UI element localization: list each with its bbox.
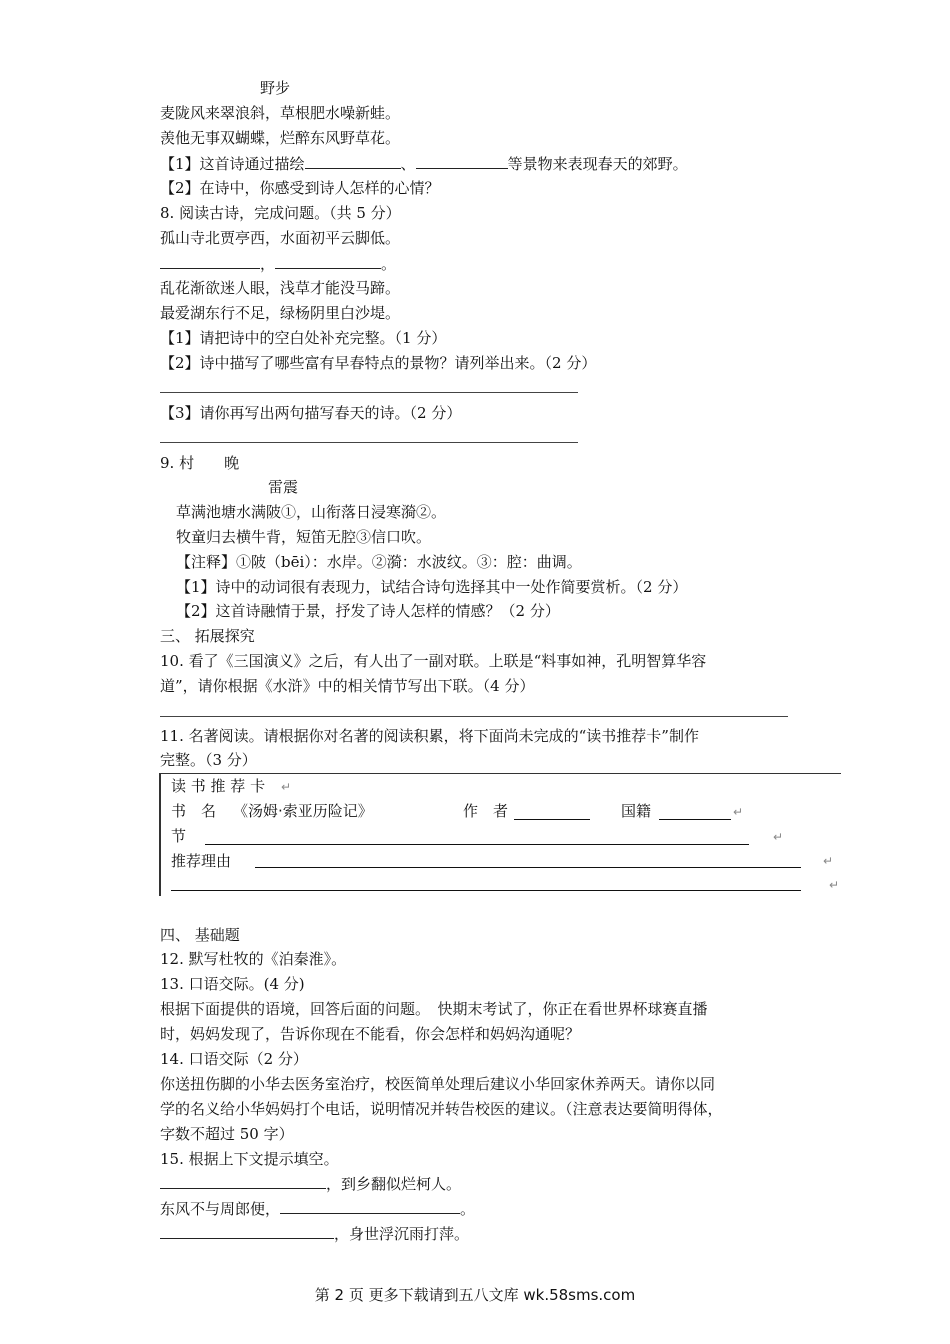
question-14: 字数不超过 50 字） xyxy=(160,1125,294,1143)
poem-fragment: ，身世浮沉雨打萍。 xyxy=(334,1225,470,1243)
poem-fragment: ，到乡翻似烂柯人。 xyxy=(326,1175,462,1193)
card-title: 读 书 推 荐 卡 xyxy=(171,777,266,795)
return-mark: ↵ xyxy=(733,805,744,819)
annotation: 【注释】①陂（bēi）：水岸。②漪：水波纹。③：腔：曲调。 xyxy=(176,553,582,571)
poem-line: 牧童归去横牛背，短笛无腔③信口吹。 xyxy=(176,528,432,546)
question-10: 道”，请你根据《水浒》中的相关情节写出下联。（4 分） xyxy=(160,677,535,695)
return-mark: ↵ xyxy=(281,780,292,794)
question-9-heading: 9. 村 晚 xyxy=(160,454,240,472)
question-9-1: 【1】诗中的动词很有表现力，试结合诗句选择其中一处作简要赏析。（2 分） xyxy=(176,578,688,596)
answer-line[interactable] xyxy=(160,716,788,717)
question-14-heading: 14. 口语交际（2 分） xyxy=(160,1050,308,1068)
question-text: 【1】这首诗通过描绘 xyxy=(160,155,305,173)
question-12: 12. 默写杜牧的《泊秦淮》。 xyxy=(160,950,347,968)
question-15-heading: 15. 根据上下文提示填空。 xyxy=(160,1150,339,1168)
fill-blank-line xyxy=(160,1198,475,1219)
poem-title: 野步 xyxy=(260,79,291,97)
poem-line: 最爱湖东行不足，绿杨阴里白沙堤。 xyxy=(160,304,401,322)
period: 。 xyxy=(381,255,397,273)
answer-blank[interactable] xyxy=(275,253,381,269)
author-blank[interactable] xyxy=(514,819,590,820)
answer-blank[interactable] xyxy=(280,1198,460,1214)
answer-blank[interactable] xyxy=(160,1173,326,1189)
comma: ， xyxy=(260,255,276,273)
section-heading: 四、 基础题 xyxy=(160,926,240,944)
return-mark: ↵ xyxy=(823,854,834,868)
question-text: 等景物来表现春天的郊野。 xyxy=(507,155,688,173)
book-name: 《汤姆·索亚历险记》 xyxy=(233,802,373,820)
question-14: 学的名义给小华妈妈打个电话，说明情况并转告校医的建议。（注意表达要简明得体， xyxy=(160,1100,723,1118)
poem-line: 麦陇风来翠浪斜，草根肥水噪新蛙。 xyxy=(160,104,401,122)
separator: 、 xyxy=(400,155,416,173)
question-2: 【2】在诗中，你感受到诗人怎样的心情？ xyxy=(160,179,440,197)
poem-line: 草满池塘水满陂①，山衔落日浸寒漪②。 xyxy=(176,503,447,521)
answer-line[interactable] xyxy=(160,392,578,393)
poem-author: 雷震 xyxy=(268,478,299,496)
chapter-label: 节 xyxy=(171,827,187,845)
answer-blank[interactable] xyxy=(416,153,508,169)
author-label: 作 者 xyxy=(463,802,509,820)
question-8-heading: 8. 阅读古诗，完成问题。（共 5 分） xyxy=(160,204,401,222)
answer-line[interactable] xyxy=(160,442,578,443)
return-mark: ↵ xyxy=(773,830,784,844)
poem-fragment: 东风不与周郎便， xyxy=(160,1200,281,1218)
nationality-blank[interactable] xyxy=(659,819,731,820)
question-8-1: 【1】请把诗中的空白处补充完整。（1 分） xyxy=(160,329,447,347)
answer-blank[interactable] xyxy=(160,1223,334,1239)
answer-blank[interactable] xyxy=(305,153,401,169)
reading-recommendation-card xyxy=(159,773,841,896)
book-label: 书 名 xyxy=(171,802,217,820)
answer-blank[interactable] xyxy=(160,253,260,269)
chapter-blank[interactable] xyxy=(205,844,749,845)
question-10: 10. 看了《三国演义》之后，有人出了一副对联。上联是“料事如神，孔明智算华容 xyxy=(160,652,707,670)
return-mark: ↵ xyxy=(829,878,840,892)
fill-blank-line xyxy=(160,1223,469,1244)
question-8-2: 【2】诗中描写了哪些富有早春特点的景物？请列举出来。（2 分） xyxy=(160,354,597,372)
poem-line: 孤山寺北贾亭西，水面初平云脚低。 xyxy=(160,229,401,247)
question-13-heading: 13. 口语交际。(4 分) xyxy=(160,975,305,993)
question-11: 完整。（3 分） xyxy=(160,751,257,769)
question-11: 11. 名著阅读。请根据你对名著的阅读积累，将下面尚未完成的“读书推荐卡”制作 xyxy=(160,727,699,745)
question-13: 根据下面提供的语境，回答后面的问题。 快期末考试了，你正在看世界杯球赛直播 xyxy=(160,1000,708,1018)
fill-blank-line xyxy=(160,1173,461,1194)
nationality-label: 国籍 xyxy=(621,802,652,820)
page-footer: 第 2 页 更多下载请到五八文库 wk.58sms.com xyxy=(314,1286,636,1304)
question-8-3: 【3】请你再写出两句描写春天的诗。（2 分） xyxy=(160,404,462,422)
reason-blank[interactable] xyxy=(171,890,801,891)
fill-blank-line xyxy=(160,253,396,274)
poem-line: 乱花渐欲迷人眼，浅草才能没马蹄。 xyxy=(160,279,401,297)
question-14: 你送扭伤脚的小华去医务室治疗，校医简单处理后建议小华回家休养两天。请你以同 xyxy=(160,1075,716,1093)
poem-line: 羡他无事双蝴蝶，烂醉东风野草花。 xyxy=(160,129,401,147)
section-heading: 三、 拓展探究 xyxy=(160,627,255,645)
question-1 xyxy=(160,153,688,174)
reason-blank[interactable] xyxy=(255,867,801,868)
question-9-2: 【2】这首诗融情于景，抒发了诗人怎样的情感？（2 分） xyxy=(176,602,560,620)
question-13: 时，妈妈发现了，告诉你现在不能看，你会怎样和妈妈沟通呢？ xyxy=(160,1025,581,1043)
period: 。 xyxy=(460,1200,476,1218)
reason-label: 推荐理由 xyxy=(171,852,232,870)
